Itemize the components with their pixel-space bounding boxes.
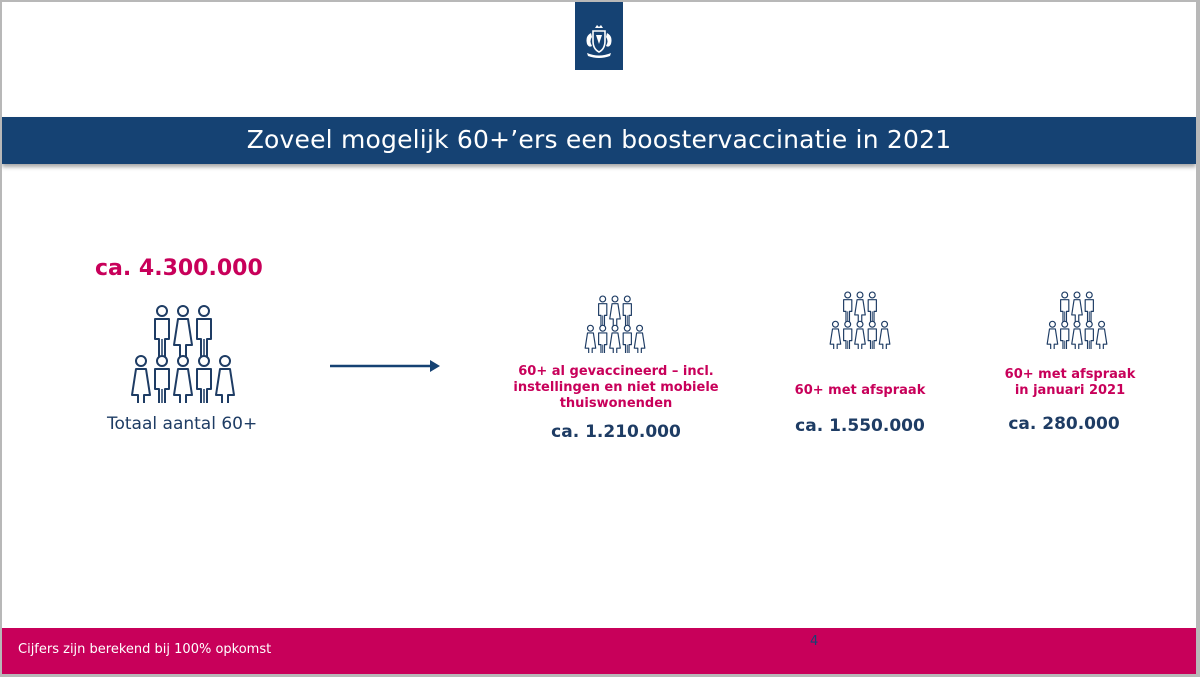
coat-of-arms-icon [581, 24, 617, 60]
logo [575, 2, 623, 70]
caption-line: thuiswonenden [559, 396, 673, 411]
people-group-vaccinated-icon [584, 293, 646, 353]
caption-line: in januari 2021 [1014, 383, 1126, 398]
group-vaccinated-caption [496, 364, 736, 412]
caption-line: 60+ al gevaccineerd – incl. [518, 364, 714, 379]
page-number: 4 [810, 634, 819, 649]
total-label: Totaal aantal 60+ [107, 414, 258, 434]
footnote: Cijfers zijn berekend bij 100% opkomst [18, 642, 272, 657]
group-vaccinated-value: ca. 1.210.000 [551, 422, 681, 442]
slide-title: Zoveel mogelijk 60+’ers een boostervaccinatie in 2021 [246, 125, 952, 154]
group-january-value: ca. 280.000 [1008, 414, 1120, 434]
caption-line: 60+ met afspraak [1004, 367, 1136, 382]
people-group-january-icon [1046, 289, 1108, 349]
footer-bar [2, 628, 1196, 674]
slide [2, 2, 1196, 674]
arrow-right-icon [330, 356, 442, 376]
people-large-icon [130, 301, 236, 403]
caption-line: instellingen en niet mobiele [513, 380, 719, 395]
total-value: ca. 4.300.000 [95, 256, 263, 281]
group-appointment-caption [770, 383, 950, 399]
title-bar [2, 117, 1196, 164]
caption-line: 60+ met afspraak [794, 383, 926, 398]
people-group-appointment-icon [829, 289, 891, 349]
group-january-caption [988, 367, 1152, 399]
group-appointment-value: ca. 1.550.000 [795, 416, 925, 436]
